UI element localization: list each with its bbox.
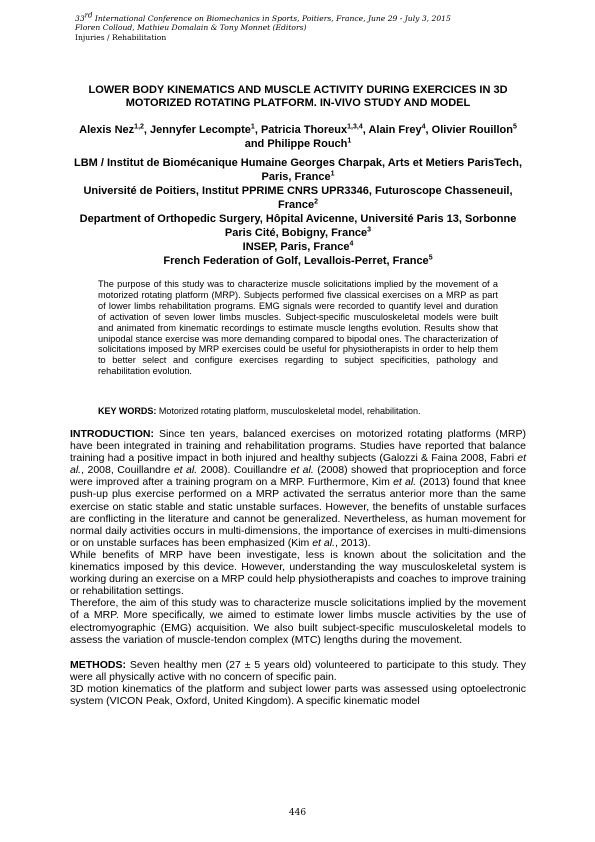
keywords — [98, 406, 518, 417]
affiliation-list — [70, 156, 526, 268]
editors-line: Floren Colloud, Mathieu Domalain & Tony Monnet (Editors) — [75, 23, 307, 33]
paper-title: LOWER BODY KINEMATICS AND MUSCLE ACTIVITY DURING EXERCICES IN 3D MOTORIZED ROTATING PLATFORM. IN-VIVO STUDY AND MODEL — [88, 84, 508, 109]
affiliation: LBM / Institut de Biomécanique Humaine Georges Charpak, Arts et Metiers ParisTech, Paris, France$^1$ — [73, 157, 523, 183]
author: Alexis Nez$^{1,2}$, — [79, 123, 151, 136]
author-list — [70, 124, 526, 151]
author: Olivier Rouillon$^5$ and — [244, 123, 517, 150]
keywords-text: Motorized rotating platform, musculoskeletal model, rehabilitation. — [158, 406, 421, 416]
methods-paragraph: METHODS: Seven healthy men (27 ± 5 years old) volunteered to participate to this study. They were all physically active with no concern of specific pain. — [70, 658, 527, 683]
author: Philippe Rouch$^1$ — [267, 136, 352, 150]
methods-paragraph: 3D motion kinematics of the platform and subject lower parts was assessed using optoelectronic system (VICON Peak, Oxford, United Kingdom). A specific kinematic model — [70, 682, 526, 707]
abstract: The purpose of this study was to characterize muscle solicitations implied by the movement of a motorized rotating platform (MRP). Subjects performed five classical exercises on a MRP as part of lower limbs rehabilitation programs. EMG signals were recorded to quantify level and duration of activation of seven lower limbs muscles. Subject-specific musculoskeletal models were built and animated from kinematic recordings to estimate muscle lengths evolution. Results show that unipodal stance exercise was more demanding compared to bipodal ones. The characterization of solicitations imposed by MRP exercises could be useful for physiotherapists in order to help them to better select and configure exercises regarding to subject specificities, pathology and rehabilitation evolution. — [98, 279, 498, 377]
affiliation: French Federation of Golf, Levallois-Perret, France$^5$ — [163, 254, 433, 267]
intro-heading: INTRODUCTION: — [70, 428, 154, 440]
page-number: 446 — [288, 808, 307, 818]
body-text — [70, 428, 526, 707]
running-header — [75, 11, 451, 42]
author: Patricia Thoreux$^{1,3,4}$, — [260, 123, 369, 136]
intro-paragraph: Therefore, the aim of this study was to characterize muscle solicitations implied by the movement of a MRP. More specifically, we aimed to estimate lower limbs muscle activities by the use of electromyographic (EMG) acquisition. We also built subject-specific musculoskeletal models to assess the variation of muscle-tendon complex (MTC) lengths during the movement. — [70, 597, 526, 646]
affiliation: Université de Poitiers, Institut PPRIME CNRS UPR3346, Futuroscope Chasseneuil, France$^2$ — [83, 185, 513, 211]
affiliation: INSEP, Paris, France$^4$ — [242, 240, 354, 253]
intro-paragraph: INTRODUCTION: Since ten years, balanced exercises on motorized rotating platforms (MRP) have been integrated in training and rehabilitation programs. Studies have reported that balance training had a positive impact in both injured and healthy subjects (Galozzi & Faina 2008, Fabri et al., 2008, Couillandre et al. 2008). Couillandre et al. (2008) showed that proprioception and force were improved after a training program on a MRP. Furthermore, Kim et al. (2013) found that knee push-up plus exercise performed on a MRP activated the serratus anterior more than the same exercise on static stable and static unstable surfaces. However, the benefits of unstable surfaces are conflicting in the literature and cannot be generalized. Nevertheless, as human movement for normal daily activities occurs in multi-dimensions, the importance of exercises in multi-dimensions or on unstable surfaces has been emphasized (Kim et al., 2013). — [70, 428, 527, 549]
methods-heading: METHODS: — [70, 658, 126, 671]
author: Jennyfer Lecompte$^1$, — [150, 123, 261, 136]
conference-line: 33rd International Conference on Biomechanics in Sports, Poitiers, France, June 29 - July 3, 2015 — [75, 11, 451, 23]
author: Alain Frey$^4$, — [368, 123, 432, 136]
keywords-label: KEY WORDS: — [98, 406, 157, 416]
affiliation: Department of Orthopedic Surgery, Hôpital Avicenne, Université Paris 13, Sorbonne Paris Cité, Bobigny, France$^3$ — [79, 213, 517, 239]
intro-paragraph: While benefits of MRP have been investigate, less is known about the solicitation and the kinematics imposed by this device. However, understanding the way musculoskeletal system is working during an exercise on a MRP could help physiotherapists and coaches to improve training or rehabilitation settings. — [70, 548, 526, 598]
category-line: Injuries / Rehabilitation — [75, 32, 167, 42]
